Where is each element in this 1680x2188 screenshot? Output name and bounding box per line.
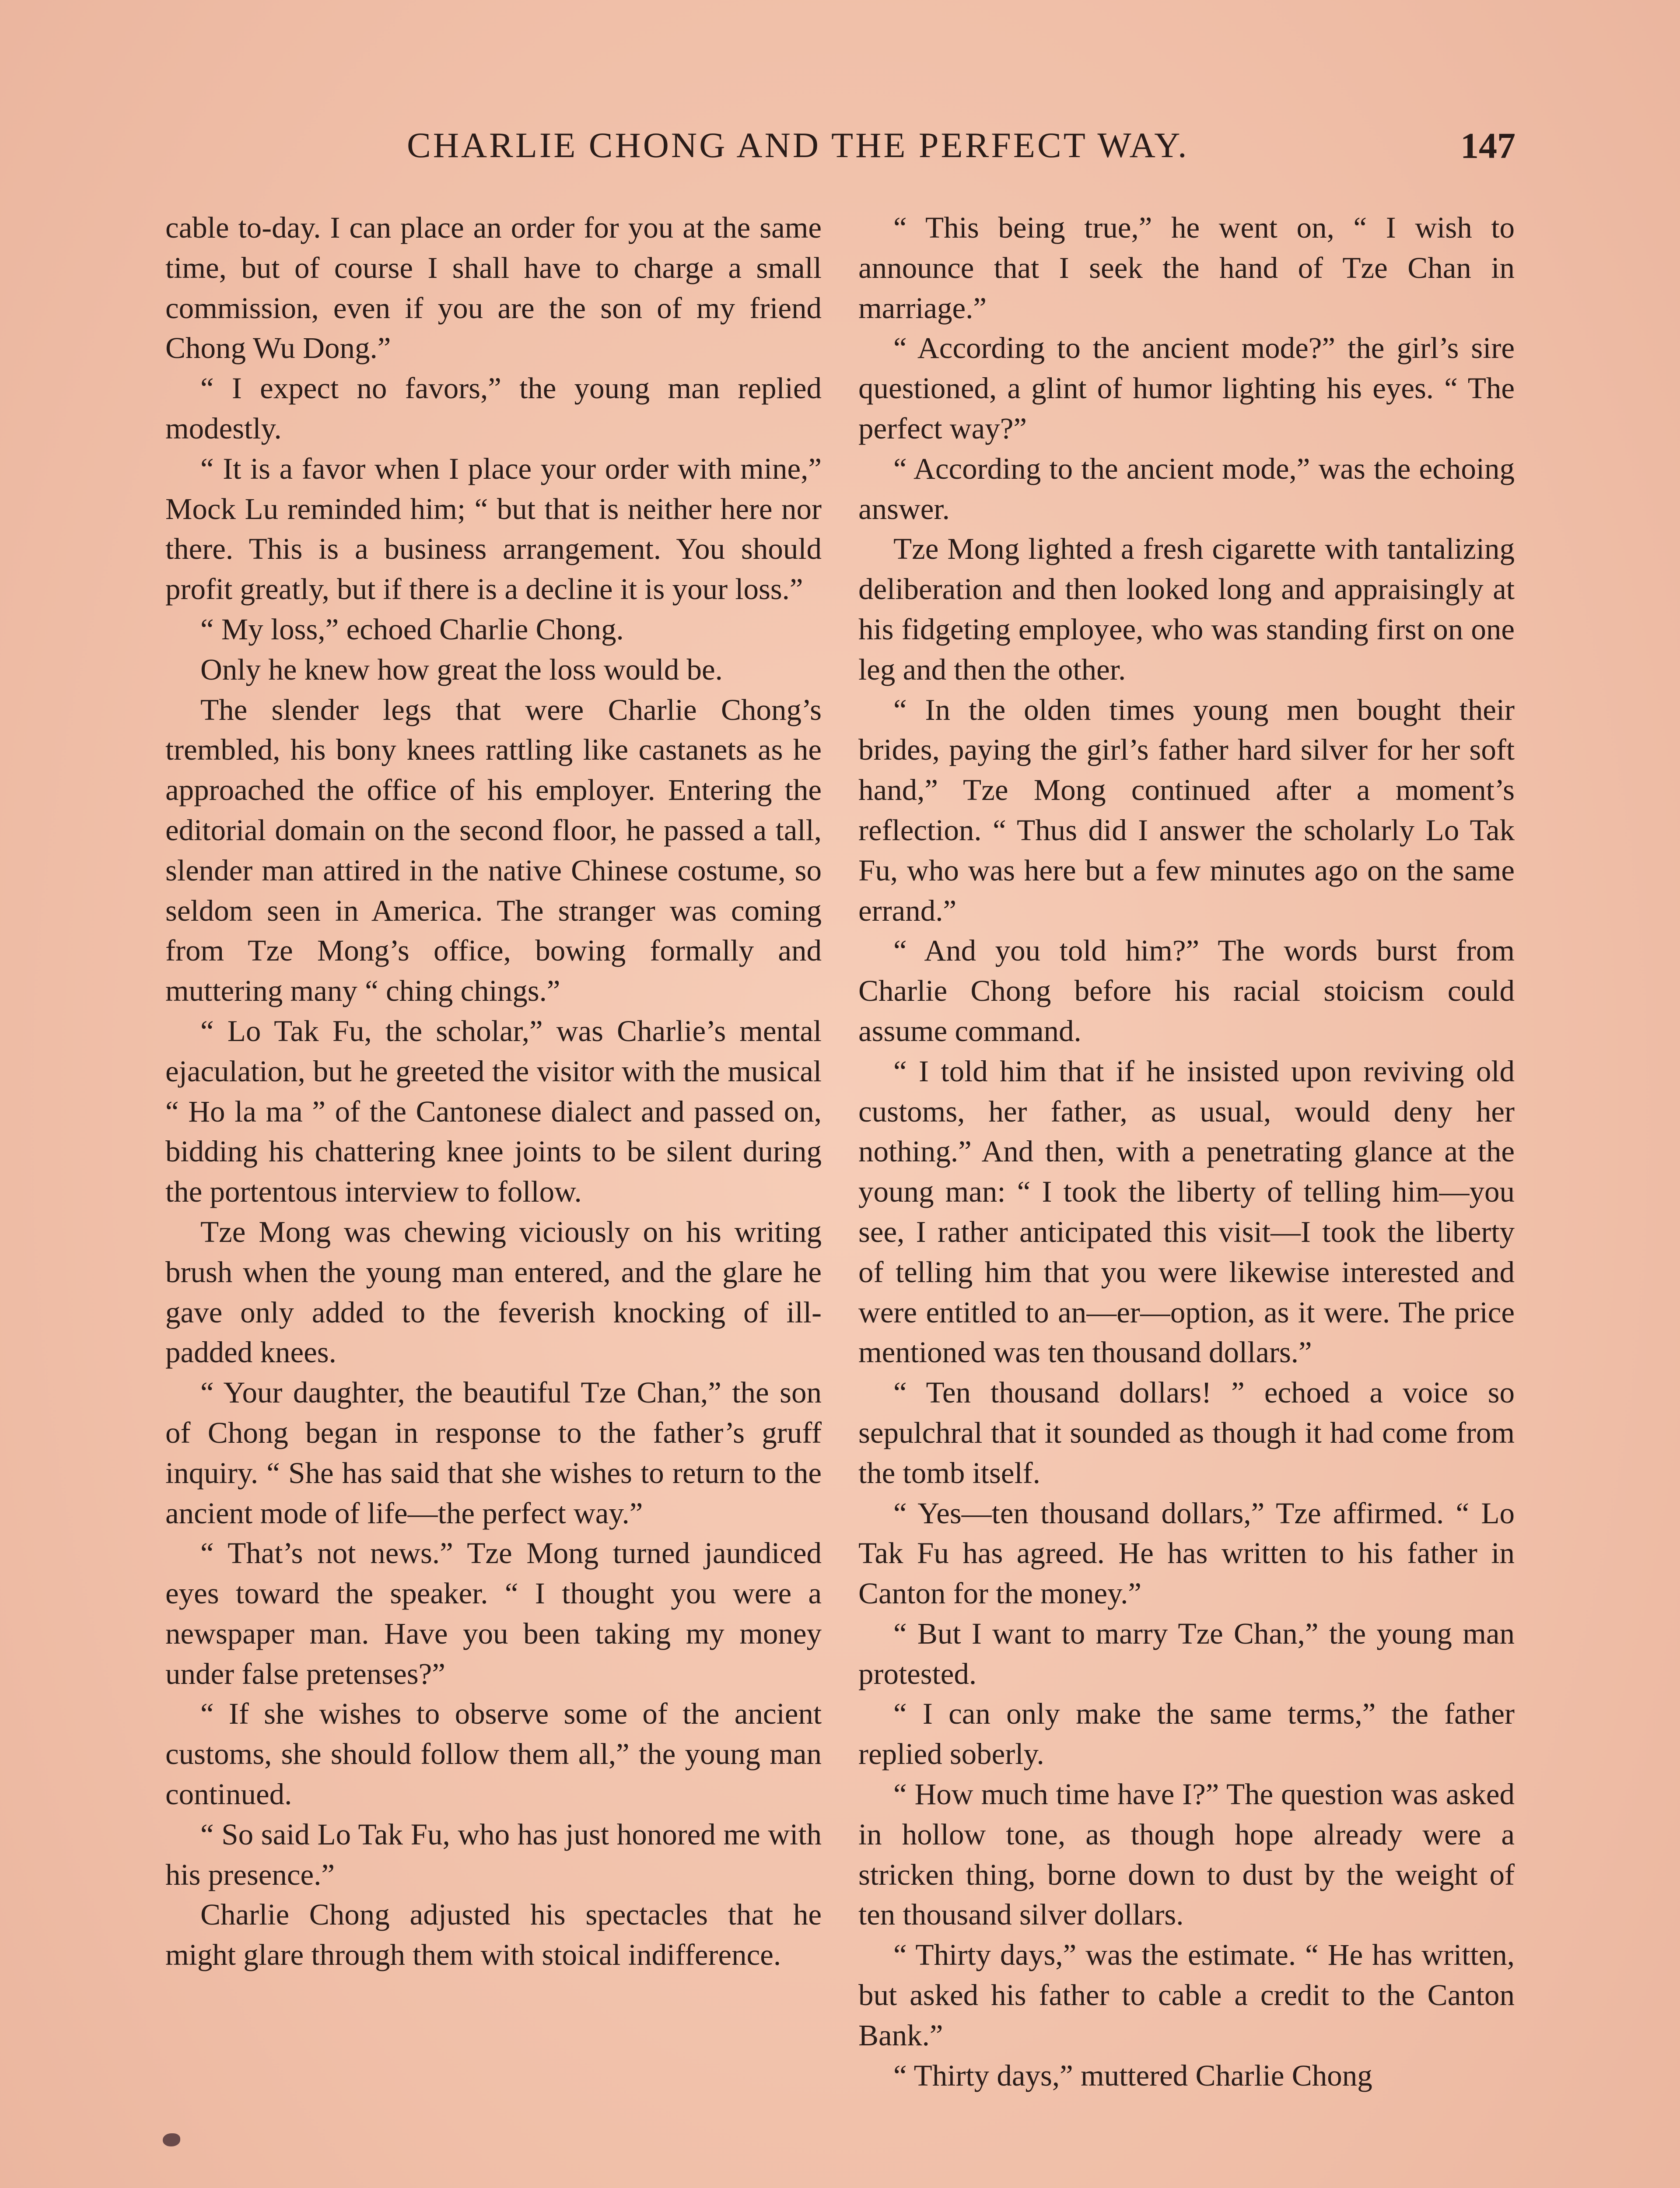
ink-blot xyxy=(163,2133,180,2146)
paragraph: “ I told him that if he insisted upon reviving old customs, her father, as usual, would deny her nothing.” And then, with a penetrating glance at the young man: “ I took the liberty of telling him—you see, I rather anticipated this visit—I took the liberty of telling him that you were likewise interested and were entitled to an—er—option, as it were. The price mentioned was ten thousand dollars.” xyxy=(858,1054,1515,1369)
paragraph: Tze Mong was chewing viciously on his writing brush when the young man entered, and the glare he gave only added to the feverish knocking of ill-padded knees. xyxy=(165,1215,822,1369)
paragraph: “ Ten thousand dollars! ” echoed a voice so sepulchral that it sounded as though it had come from the tomb itself. xyxy=(858,1376,1515,1490)
paragraph: “ According to the ancient mode?” the girl’s sire questioned, a glint of humor lighting his eyes. “ The perfect way?” xyxy=(858,331,1515,445)
paragraph: “ Lo Tak Fu, the scholar,” was Charlie’s mental ejaculation, but he greeted the visitor with the musical “ Ho la ma ” of the Cantonese dialect and passed on, bidding his chattering knee joints to be silent during the portentous interview to follow. xyxy=(165,1014,822,1209)
paragraph: “ It is a favor when I place your order with mine,” Mock Lu reminded him; “ but that is neither here nor there. This is a business arrangement. You should profit greatly, but if there is a decline it is your loss.” xyxy=(165,452,822,606)
paragraph: “ If she wishes to observe some of the ancient customs, she should follow them all,” the young man continued. xyxy=(165,1697,822,1811)
paragraph: “ I expect no favors,” the young man replied modestly. xyxy=(165,372,822,445)
paragraph: “ Yes—ten thousand dollars,” Tze affirmed. “ Lo Tak Fu has agreed. He has written to his father in Canton for the money.” xyxy=(858,1496,1515,1610)
paragraph: “ But I want to marry Tze Chan,” the young man protested. xyxy=(858,1616,1515,1690)
left-column xyxy=(165,208,822,1975)
paragraph: “ This being true,” he went on, “ I wish to announce that I seek the hand of Tze Chan in marriage.” xyxy=(858,211,1515,325)
paragraph: “ In the olden times young men bought their brides, paying the girl’s father hard silver for her soft hand,” Tze Mong continued after a moment’s reflection. “ Thus did I answer the scholarly Lo Tak Fu, who was here but a few minutes ago on the same errand.” xyxy=(858,693,1515,927)
paragraph: “ That’s not news.” Tze Mong turned jaundiced eyes toward the speaker. “ I thought you were a newspaper man. Have you been taking my money under false pretenses?” xyxy=(165,1536,822,1690)
paragraph: “ Thirty days,” was the estimate. “ He has written, but asked his father to cable a credit to the Canton Bank.” xyxy=(858,1938,1515,2052)
running-head: CHARLIE CHONG AND THE PERFECT WAY. xyxy=(407,125,1189,165)
right-column xyxy=(858,208,1515,2096)
paragraph: “ I can only make the same terms,” the father replied soberly. xyxy=(858,1697,1515,1771)
paragraph: “ So said Lo Tak Fu, who has just honored me with his presence.” xyxy=(165,1817,822,1891)
paragraph: The slender legs that were Charlie Chong’s trembled, his bony knees rattling like castanets as he approached the office of his employer. Entering the editorial domain on the second floor, he passed a tall, slender man attired in the native Chinese costume, so seldom seen in America. The stranger was coming from Tze Mong’s office, bowing formally and muttering many “ ching chings.” xyxy=(165,693,822,1008)
paragraph: “ My loss,” echoed Charlie Chong. xyxy=(200,612,624,646)
paragraph: “ And you told him?” The words burst from Charlie Chong before his racial stoicism could assume command. xyxy=(858,934,1515,1048)
paragraph: Tze Mong lighted a fresh cigarette with tantalizing deliberation and then looked long and appraisingly at his fidgeting employee, who was standing first on one leg and then the other. xyxy=(858,532,1515,686)
paragraph: “ Thirty days,” muttered Charlie Chong xyxy=(893,2058,1372,2092)
paragraph: Only he knew how great the loss would be. xyxy=(200,652,723,686)
paragraph: cable to-day. I can place an order for you at the same time, but of course I shall have to charge a small commission, even if you are the son of my friend Chong Wu Dong.” xyxy=(165,211,822,365)
paragraph: “ According to the ancient mode,” was the echoing answer. xyxy=(858,452,1515,526)
paragraph: Charlie Chong adjusted his spectacles that he might glare through them with stoical indifference. xyxy=(165,1898,822,1972)
page-number: 147 xyxy=(1460,126,1516,166)
paragraph: “ Your daughter, the beautiful Tze Chan,” the son of Chong began in response to the father’s gruff inquiry. “ She has said that she wishes to return to the ancient mode of life—the perfect way.” xyxy=(165,1376,822,1530)
paragraph: “ How much time have I?” The question was asked in hollow tone, as though hope already were a stricken thing, borne down to dust by the weight of ten thousand silver dollars. xyxy=(858,1778,1515,1932)
